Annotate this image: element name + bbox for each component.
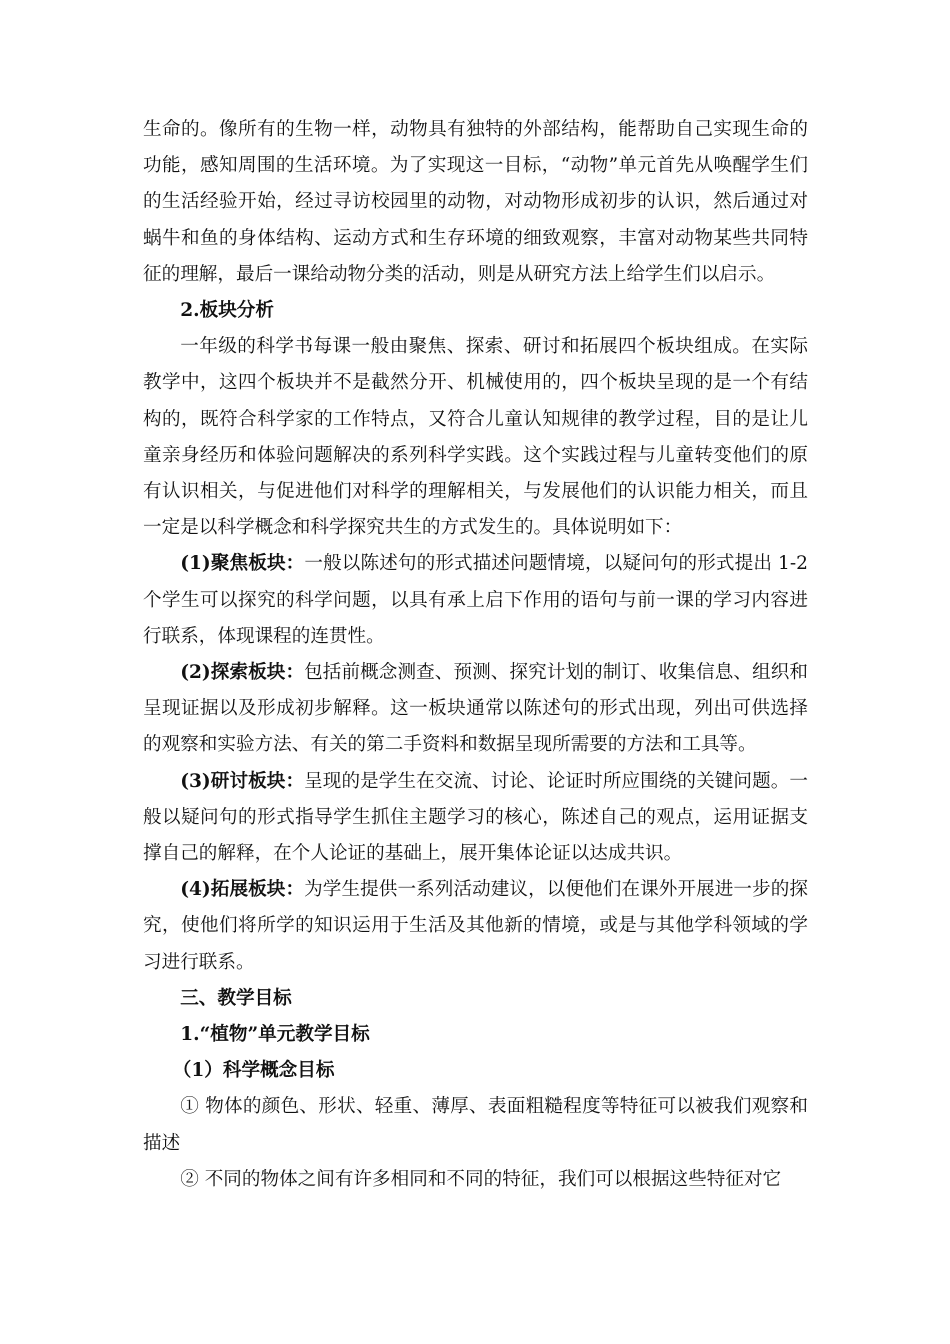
document-page [143, 112, 808, 1198]
focus-block-body: 一般以陈述句的形式描述问题情境，以疑问句的形式提出 1-2 个学生可以探究的科学问题，以具有承上启下作用的语句与前一课的学习内容进行联系，体现课程的连贯性。 [143, 553, 808, 647]
heading-teaching-goals: 三、教学目标 [180, 987, 292, 1009]
focus-block-lead: (1)聚焦板块： [180, 553, 305, 575]
list-item-goal-1: ① 物体的颜色、形状、轻重、薄厚、表面粗糙程度等特征可以被我们观察和描述 [143, 1096, 808, 1154]
paragraph-animal-unit: 生命的。像所有的生物一样，动物具有独特的外部结构，能帮助自己实现生命的功能，感知周围的生活环境。为了实现这一目标，“动物”单元首先从唤醒学生们的生活经验开始，经过寻访校园里的动物，对动物形成初步的认识，然后通过对蜗牛和鱼的身体结构、运动方式和生存环境的细致观察，丰富对动物某些共同特征的理解，最后一课给动物分类的活动，则是从研究方法上给学生们以启示。 [143, 119, 808, 285]
paragraph-extend-block [143, 872, 808, 981]
discuss-block-lead: (3)研讨板块： [180, 770, 305, 792]
heading-block-analysis: 2.板块分析 [180, 300, 274, 322]
heading-plant-unit-goals: 1.“植物”单元教学目标 [180, 1024, 370, 1046]
heading-science-concept-goals: （1）科学概念目标 [172, 1060, 335, 1082]
paragraph-explore-block [143, 655, 808, 764]
list-item-goal-2: ② 不同的物体之间有许多相同和不同的特征，我们可以根据这些特征对它 [180, 1168, 782, 1190]
paragraph-block-overview: 一年级的科学书每课一般由聚焦、探索、研讨和拓展四个板块组成。在实际教学中，这四个板块并不是截然分开、机械使用的，四个板块呈现的是一个有结构的，既符合科学家的工作特点，又符合儿童认知规律的教学过程，目的是让儿童亲身经历和体验问题解决的系列科学实践。这个实践过程与儿童转变他们的原有认识相关，与促进他们对科学的理解相关，与发展他们的认识能力相关，而且一定是以科学概念和科学探究共生的方式发生的。具体说明如下： [143, 336, 808, 539]
extend-block-lead: (4)拓展板块： [180, 879, 305, 901]
explore-block-body: 包括前概念测查、预测、探究计划的制订、收集信息、组织和呈现证据以及形成初步解释。这一板块通常以陈述句的形式出现，列出可供选择的观察和实验方法、有关的第二手资料和数据呈现所需要的方法和工具等。 [143, 662, 808, 756]
paragraph-discuss-block [143, 764, 808, 873]
explore-block-lead: (2)探索板块： [180, 662, 305, 684]
discuss-block-body: 呈现的是学生在交流、讨论、论证时所应围绕的关键问题。一般以疑问句的形式指导学生抓住主题学习的核心，陈述自己的观点，运用证据支撑自己的解释，在个人论证的基础上，展开集体论证以达成共识。 [143, 770, 808, 865]
extend-block-body: 为学生提供一系列活动建议，以便他们在课外开展进一步的探究，使他们将所学的知识运用于生活及其他新的情境，或是与其他学科领域的学习进行联系。 [143, 879, 808, 973]
paragraph-focus-block [143, 546, 808, 655]
